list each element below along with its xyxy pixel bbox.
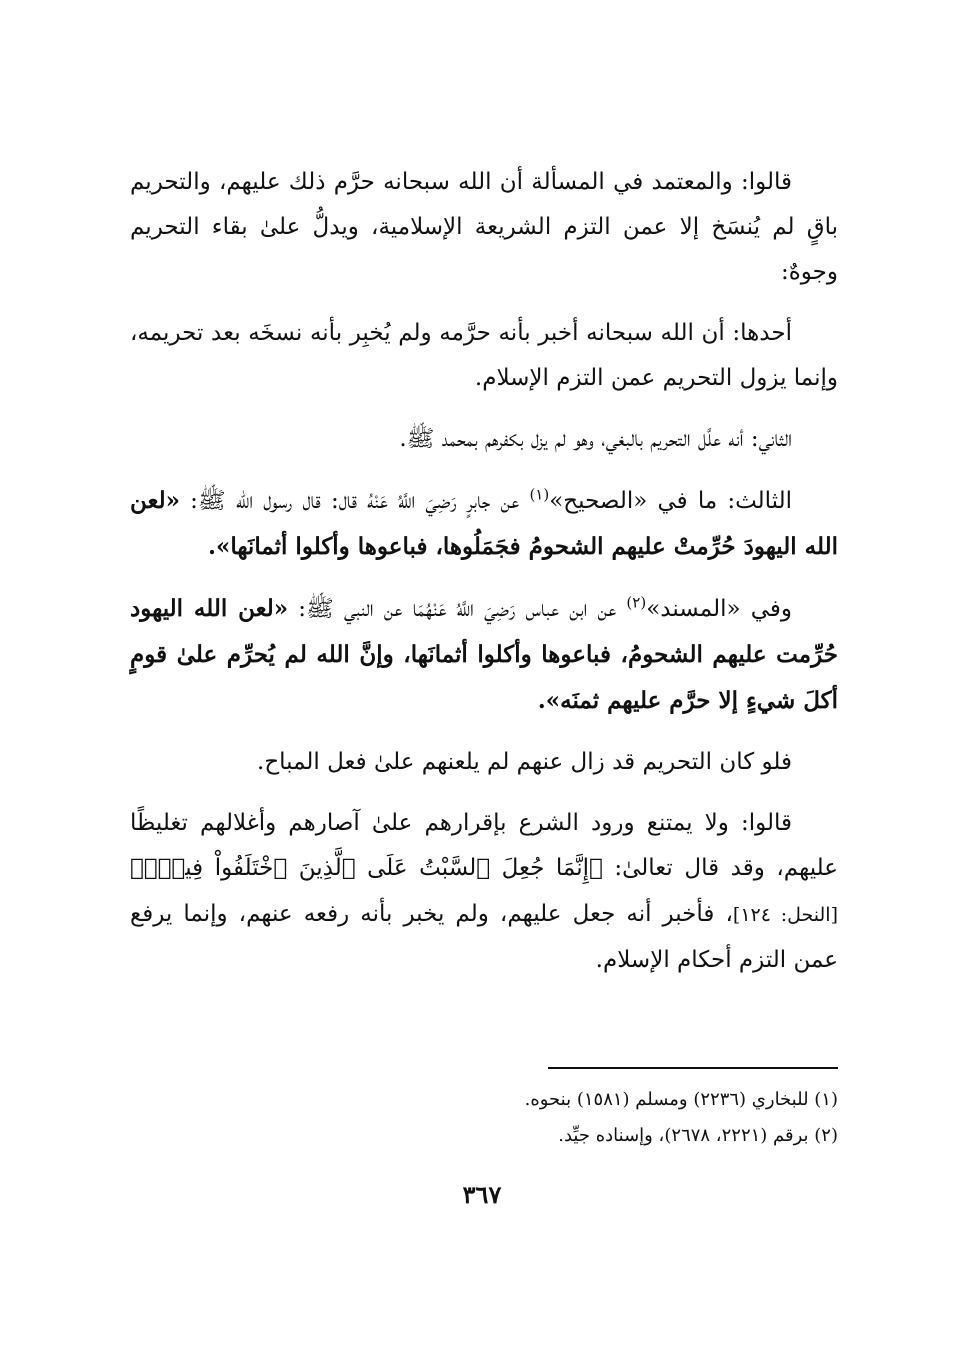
paragraph-4 [130, 478, 838, 570]
paragraph-2: أحدها: أن الله سبحانه أخبر بأنه حرَّمه ولم يُخبِر بأنه نسخَه بعد تحريمه، وإنما يزول التحريم عمن التزم الإسلام. [130, 320, 838, 391]
paragraph-6: فلو كان التحريم قد زال عنهم لم يلعنهم علىٰ فعل المباح. [257, 749, 792, 775]
paragraph-1: قالوا: والمعتمد في المسألة أن الله سبحانه حرَّم ذلك عليهم، والتحريم باقٍ لم يُنسَخ إلا عمن التزم الشريعة الإسلامية، ويدلُّ علىٰ بقاء التحريم وجوهٌ: [130, 169, 838, 285]
page-body [130, 160, 838, 999]
paragraph-7 [130, 801, 838, 983]
quran-verse: ﴿إِنَّمَا جُعِلَ ٱلسَّبْتُ عَلَى ٱلَّذِينَ ٱخْتَلَفُواْ فِيهِۚ﴾ [130, 855, 603, 881]
footnote-marker-2[interactable]: (٢) [626, 593, 647, 612]
footnote-2: (٢) برقم (٢٢٢١، ٢٦٧٨)، وإسناده جيِّد. [558, 1125, 838, 1146]
paragraph-3: الثاني: أنه علَّل التحريم بالبغي، وهو لم يزل بكفرهم بمحمد ﷺ. [399, 426, 792, 452]
paragraph-5-lead: وفي «المسند» [646, 596, 792, 622]
paragraph-7-lead: قالوا: ولا يمتنع ورود الشرع بإقرارهم علىٰ آصارهم وأغلالهم تغليظًا عليهم، وقد قال تعالىٰ: [130, 810, 838, 881]
verse-reference: [النحل: ١٢٤] [732, 904, 838, 926]
footnote-1: (١) للبخاري (٢٢٣٦) ومسلم (١٥٨١) بنحوه. [524, 1089, 838, 1110]
paragraph-5-mid: عن ابن عباس رَضِيَ اللَّهُ عَنْهُمَا عن النبي ﷺ: [288, 596, 627, 622]
footnotes [130, 1082, 838, 1154]
paragraph-4-mid: عن جابرٍ رَضِيَ اللَّهُ عَنْهُ قال: قال رسول الله ﷺ: [180, 488, 530, 514]
hadith-quote-1: «لعن الله اليهودَ حُرِّمتْ عليهم الشحومُ فجَمَلُوها، فباعوها وأكلوا أثمانَها». [130, 487, 838, 560]
footnote-divider [548, 1067, 838, 1069]
page-number: ٣٦٧ [462, 1180, 502, 1209]
footnote-marker-1[interactable]: (١) [529, 485, 550, 504]
paragraph-7-tail: ، فأخبر أنه جعل عليهم، ولم يخبر بأنه رفعه عنهم، وإنما يرفع عمن التزم أحكام الإسلام. [130, 901, 838, 973]
paragraph-4-lead: الثالث: ما في «الصحيح» [549, 488, 793, 514]
paragraph-5 [130, 586, 838, 724]
hadith-quote-2: «لعن الله اليهود حُرِّمت عليهم الشحومُ، فباعوها وأكلوا أثمانَها، وإنَّ الله لم يُحرِّم علىٰ قومٍ أكلَ شيءٍ إلا حرَّم عليهم ثمنَه». [130, 595, 838, 714]
